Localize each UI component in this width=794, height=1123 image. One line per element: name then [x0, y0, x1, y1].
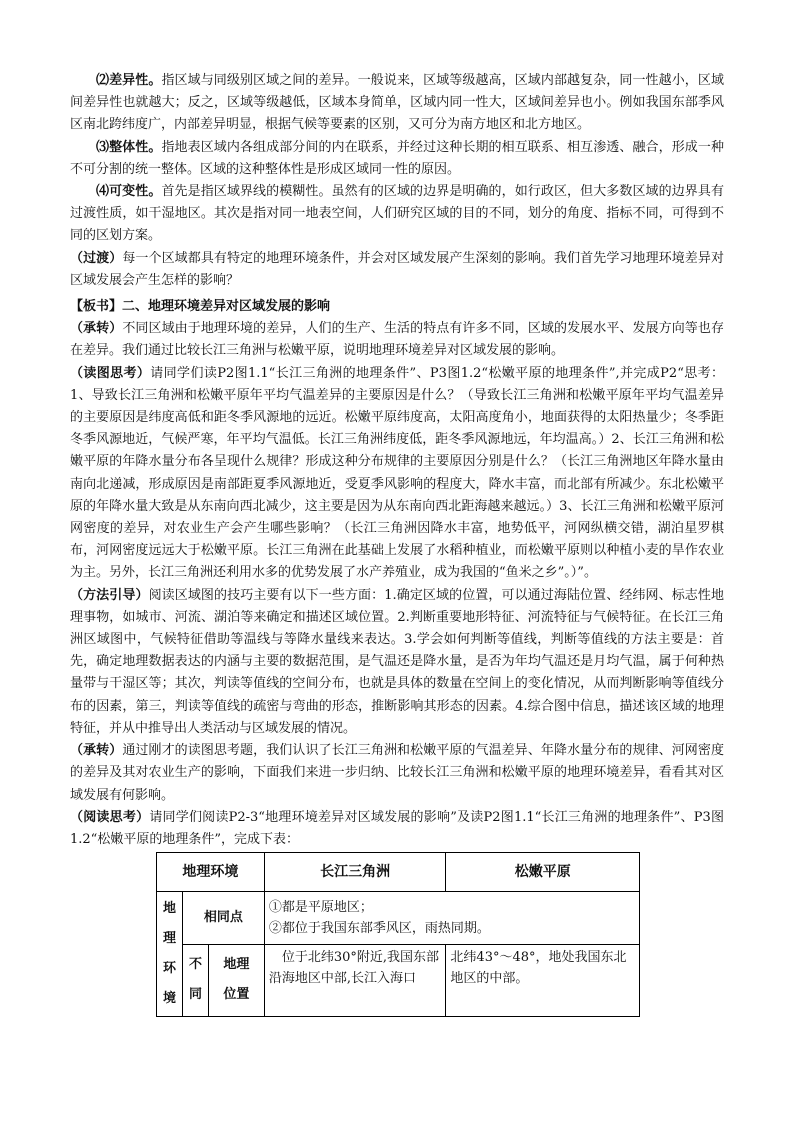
env-vertical-label: 地 理 环 境 [157, 892, 183, 1017]
location-label: 地理 位置 [208, 944, 264, 1017]
item-number: ⑷ [96, 184, 110, 200]
term-difference: 差异性。 [109, 73, 162, 88]
para-text: 指区域与同级别区域之间的差异。一般说来，区域等级越高，区域内部越复杂，同一性越小，区域间差异性也就越大；反之，区域等级越低，区域本身简单，区域内同一性大，区域间差异也小。例如我国东部季风区南北跨纬度广，内部差异明显，根据气候等要素的区别，又可分为南方地区和北方地区。 [70, 73, 724, 133]
comparison-table [156, 852, 640, 1017]
header-env: 地理环境 [157, 853, 265, 892]
para-difference [70, 70, 724, 137]
para-transition [70, 248, 724, 292]
label-reading: （阅读思考） [70, 809, 150, 825]
term-integrity: 整体性。 [109, 139, 162, 155]
table-header-row [157, 853, 640, 892]
location-yangtze-delta: 位于北纬30°附近,我国东部沿海地区中部,长江入海口 [264, 944, 446, 1017]
label-turn: （承转） [70, 743, 123, 759]
header-songnen-plain: 松嫩平原 [446, 853, 640, 892]
diff-label: 不 同 [182, 944, 208, 1017]
para-variability [70, 181, 724, 248]
para-text: 阅读区域图的技巧主要有以下一些方面：1.确定区域的位置，可以通过海陆位置、经纬网、标志性地理事物，如城市、河流、湖泊等来确定和描述区域位置。2.判断重要地形特征、河流特征与气候特征。在长江三角洲区域图中，气候特征借助等温线与等降水量线来表达。3.学会如何判断等值线，判断等值线的方法主要是：首先，确定地理数据表达的内涵与主要的数据范围，是气温还是降水量，是否为年均气温还是月均气温，属于何种热量带与干湿区等；其次，判读等值线的空间分布，也就是具体的数量在空间上的变化情况，从而判断影响等值线分布的因素，第三，判读等值线的疏密与弯曲的形态，推断影响其形态的因素。4.综合图中信息，描述该区域的地理特征，并从中推导出人类活动与区域发展的情况。 [70, 587, 724, 736]
label-transition: （过渡） [70, 250, 123, 266]
para-text: 请同学们阅读P2-3“地理环境差异对区域发展的影响”及读P2图1.1“长江三角洲的地理条件”、P3图1.2“松嫩平原的地理条件”，完成下表： [70, 809, 724, 847]
para-text: 每一个区域都具有特定的地理环境条件，并会对区域发展产生深刻的影响。我们首先学习地理环境差异对区域发展会产生怎样的影响？ [70, 250, 724, 288]
para-turn-1 [70, 318, 724, 362]
para-text: 通过刚才的读图思考题，我们认识了长江三角洲和松嫩平原的气温差异、年降水量分布的规律、河网密度的差异及其对农业生产的影响，下面我们来进一步归纳、比较长江三角洲和松嫩平原的地理环境差异，看看其对区域发展有何影响。 [70, 743, 724, 803]
para-text: 首先是指区域界线的模糊性。虽然有的区域的边界是明确的，如行政区，但大多数区域的边界具有过渡性质，如干湿地区。其次是指对同一地表空间，人们研究区域的目的不同，划分的角度、指标不同，可得到不同的区划方案。 [70, 184, 724, 244]
table-row-location [157, 944, 640, 1017]
para-map-reading [70, 363, 724, 585]
para-text: 指地表区域内各组成部分间的内在联系，并经过这种长期的相互联系、相互渗透、融合，形成一种不可分割的统一整体。区域的这种整体性是形成区域同一性的原因。 [70, 139, 724, 177]
same-label: 相同点 [182, 892, 264, 944]
term-variability: 可变性。 [109, 184, 162, 200]
para-text: 不同区域由于地理环境的差异，人们的生产、生活的特点有许多不同，区域的发展水平、发展方向等也存在差异。我们通过比较长江三角洲与松嫩平原，说明地理环境差异对区域发展的影响。 [70, 321, 724, 359]
item-number: ⑵ [96, 73, 110, 88]
para-text: 请同学们读P2图1.1“长江三角洲的地理条件”、P3图1.2“松嫩平原的地理条件”,并完成P2“思考：1、导致长江三角洲和松嫩平原年平均气温差异的主要原因是什么？（导致长江三角洲和松嫩平原年平均气温差异的主要原因是纬度高低和距冬季风源地的远近。松嫩平原纬度高，太阳高度角小，地面获得的太阳热量少；冬季距冬季风源地近，气候严寒，年平均气温低。长江三角洲纬度低，距冬季风源地远，年均温高。）2、长江三角洲和松嫩平原的年降水量分布各呈现什么规律？形成这种分布规律的主要原因分别是什么？（长江三角洲地区年降水量由南向北递减，形成原因是南部距夏季风源地近，受夏季风影响的程度大，降水丰富，而北部有所减少。东北松嫩平原的年降水量大致是从东南向西北减少，这主要是因为从东南向西北距海越来越远。）3、长江三角洲和松嫩平原河网密度的差异，对农业生产会产生哪些影响？（长江三角洲因降水丰富，地势低平，河网纵横交错，湖泊星罗棋布，河网密度远远大于松嫩平原。长江三角洲在此基础上发展了水稻种植业，而松嫩平原则以种植小麦的旱作农业为主。另外，长江三角洲还利用水多的优势发展了水产养殖业，成为我国的“鱼米之乡”。）”。 [70, 365, 724, 581]
document-page [70, 70, 724, 1017]
header-yangtze-delta: 长江三角洲 [264, 853, 446, 892]
table-row-same [157, 892, 640, 944]
para-turn-2 [70, 740, 724, 807]
board-heading: 【板书】二、地理环境差异对区域发展的影响 [70, 299, 331, 315]
same-content: ①都是平原地区； ②都位于我国东部季风区，雨热同期。 [264, 892, 639, 944]
label-turn: （承转） [70, 321, 123, 337]
label-map-reading: （读图思考） [70, 365, 151, 381]
para-reading [70, 807, 724, 851]
item-number: ⑶ [96, 139, 110, 155]
para-method [70, 585, 724, 740]
location-songnen-plain: 北纬43°～48°，地处我国东北地区的中部。 [446, 944, 640, 1017]
para-integrity [70, 137, 724, 181]
label-method: （方法引导） [70, 587, 149, 603]
